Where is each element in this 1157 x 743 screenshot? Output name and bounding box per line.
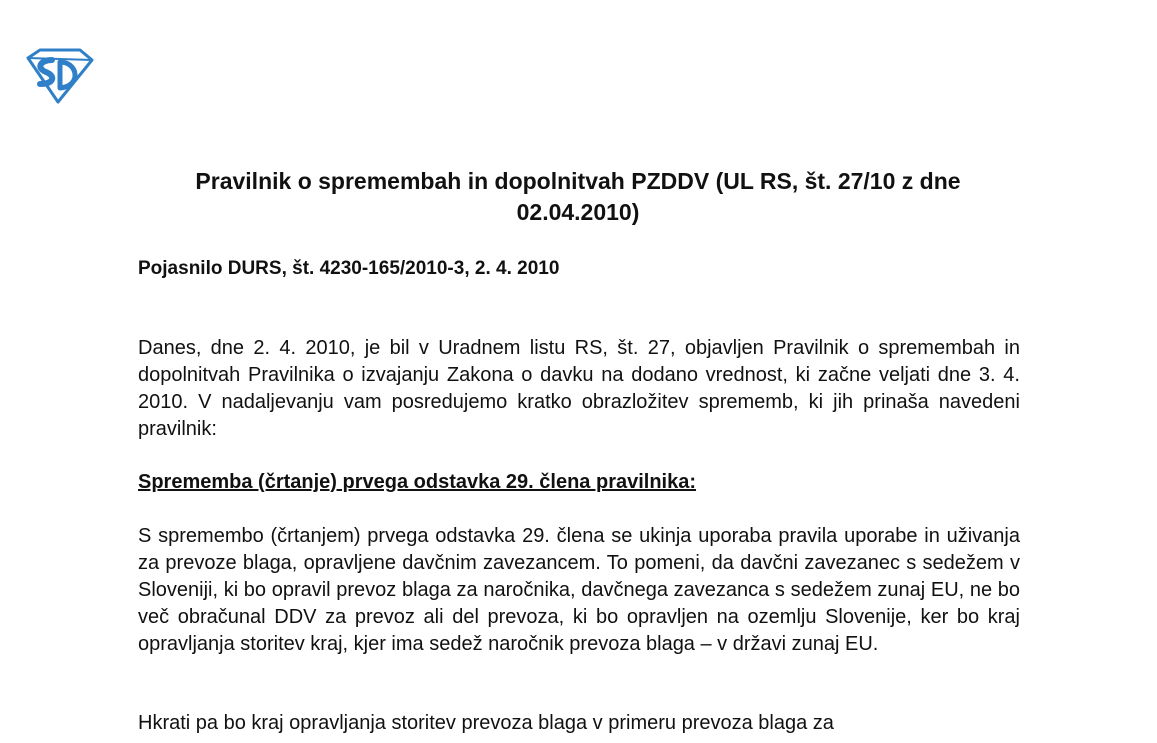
document-subtitle: Pojasnilo DURS, št. 4230-165/2010-3, 2. 4. 2010 [138, 258, 560, 279]
document-title: Pravilnik o spremembah in dopolnitvah PZDDV (UL RS, št. 27/10 z dne 02.04.2010) [195, 168, 961, 225]
sd-logo-icon [22, 46, 96, 106]
intro-paragraph: Danes, dne 2. 4. 2010, je bil v Uradnem listu RS, št. 27, objavljen Pravilnik o spremembah in dopolnitvah Pravilnika o izvajanju Zakona o davku na dodano vrednost, ki začne veljati dne 3. 4. 2010. V nadaljevanju vam posredujemo kratko obrazložitev sprememb, ki jih prinaša navedeni pravilnik: [138, 337, 1020, 440]
body-paragraph-continued: Hkrati pa bo kraj opravljanja storitev prevoza blaga v primeru prevoza blaga za [138, 712, 834, 734]
section-heading: Sprememba (črtanje) prvega odstavka 29. člena pravilnika: [138, 471, 697, 493]
body-paragraph: S spremembo (črtanjem) prvega odstavka 29. člena se ukinja uporaba pravila uporabe in uživanja za prevoze blaga, opravljene davčnim zavezancem. To pomeni, da davčni zavezanec s sedežem v Sloveniji, ki bo opravil prevoz blaga za naročnika, davčnega zavezanca s sedežem zunaj EU, ne bo več obračunal DDV za prevoz ali del prevoza, ki bo opravljen na ozemlju Slovenije, ker bo kraj opravljanja storitev kraj, kjer ima sedež naročnik prevoza blaga – v državi zunaj EU. [138, 525, 1020, 655]
